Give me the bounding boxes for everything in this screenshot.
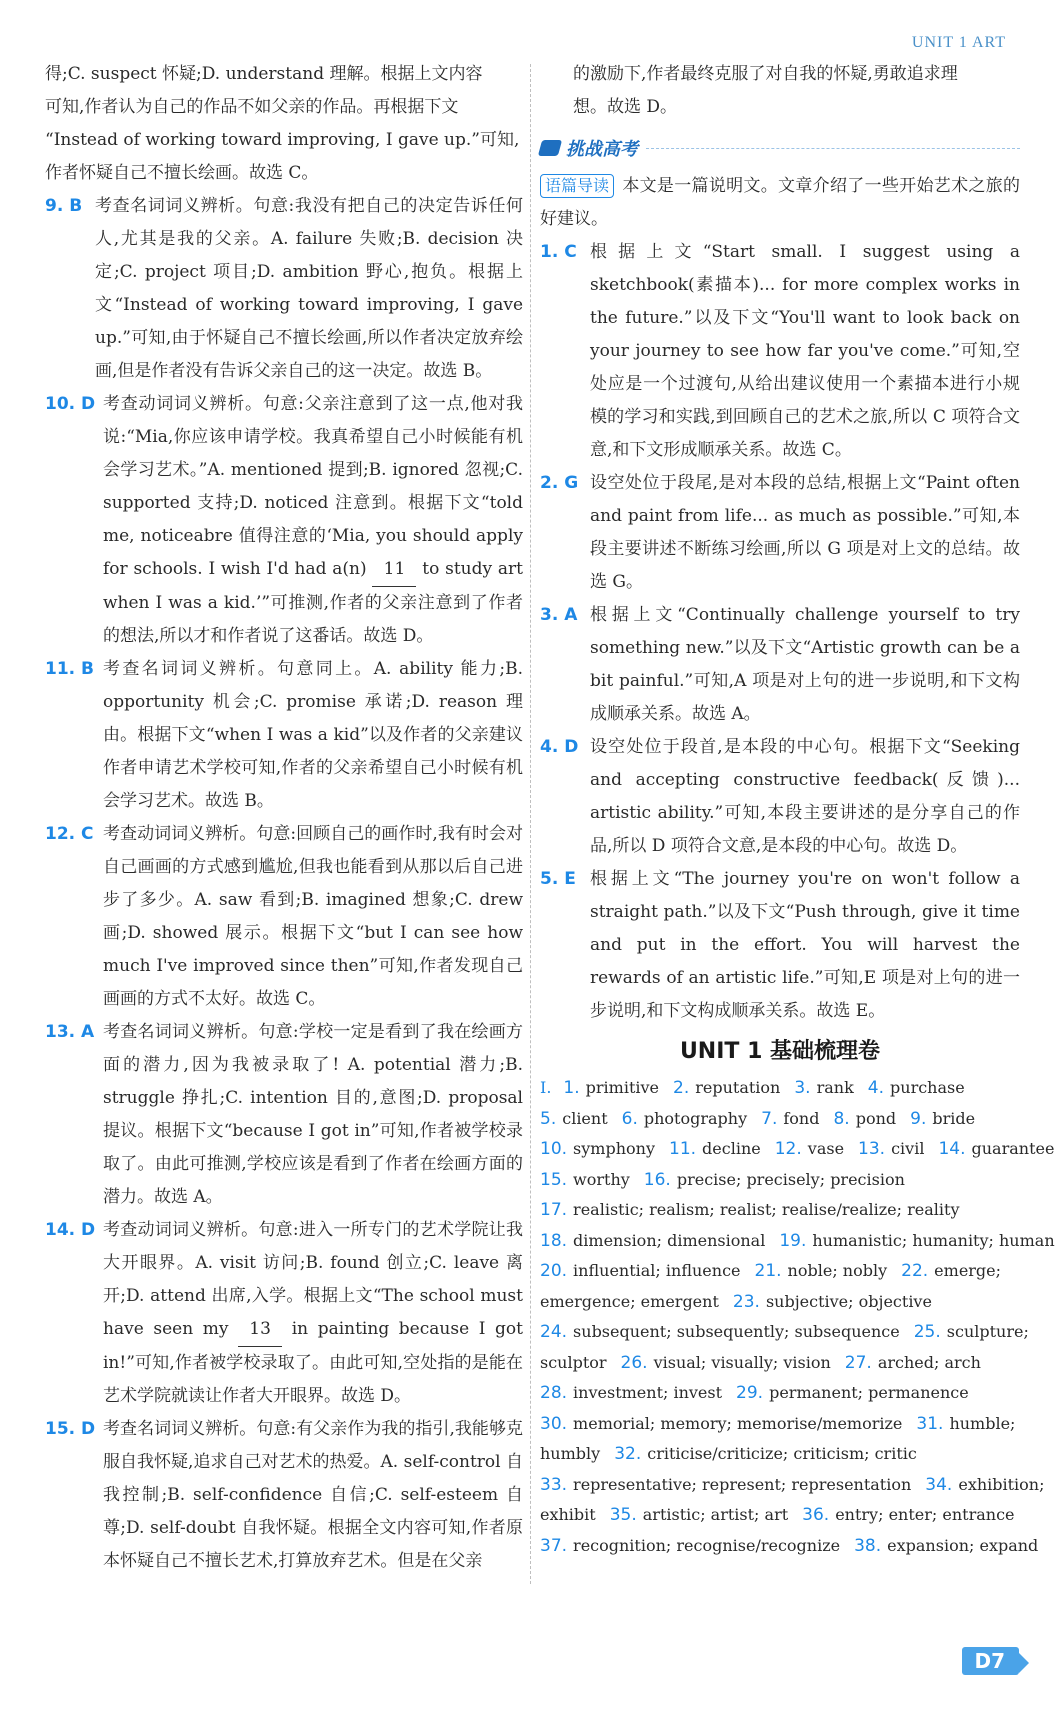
answer-explanation	[103, 388, 523, 653]
section-heading	[540, 134, 1020, 162]
vocab-answer: guarantee	[971, 1139, 1055, 1158]
vocab-line	[540, 1531, 1039, 1562]
vocab-line	[540, 1256, 1020, 1287]
answer-item	[45, 818, 523, 1016]
explanation-part: in painting because I got in!”可知,作者被学校录取了。由此可知,空处指的是能在艺术学院就读让作者大开眼界。故选 D。	[103, 1319, 524, 1406]
vocab-number: 2.	[673, 1078, 690, 1098]
answer-number: 4. D	[540, 737, 579, 757]
vocab-answer: symphony	[573, 1139, 655, 1158]
vocab-number: 21.	[754, 1261, 782, 1281]
vocab-answer: precise; precisely; precision	[676, 1169, 905, 1189]
vocab-number: 10.	[540, 1139, 568, 1159]
vocab-number: 32.	[614, 1444, 642, 1464]
vocab-number: 4.	[867, 1078, 885, 1098]
answer-explanation: 考查动词词义辨析。句意:回顾自己的画作时,我有时会对自己画画的方式感到尴尬,但我也能看到从那以后自己进步了多少。A. saw 看到;B. imagined 想象;C. drew 画;D. showed 展示。根据下文“but I can see how much I've improved since then”可知,作者发现自己画画的方式不太好。故选 C。	[103, 824, 523, 1009]
answer-item	[45, 190, 523, 388]
vocab-answer: primitive	[585, 1078, 659, 1097]
vocab-answer: criticise/criticize; criticism; critic	[647, 1444, 917, 1463]
answer-explanation: 考查名词词义辨析。句意:有父亲作为我的指引,我能够克服自我怀疑,追求自己对艺术的热爱。A. self-control 自我控制;B. self-confidence 自信;C. self-esteem 自尊;D. self-doubt 自我怀疑。根据全文内容可知,作者原本怀疑自己不擅长艺术,打算放弃艺术。但是在父亲	[103, 1419, 523, 1571]
lead-line: 想。故选 D。	[573, 97, 678, 117]
vocab-answer: civil	[891, 1139, 925, 1158]
answer-item	[45, 1016, 523, 1214]
vocab-answer: fond	[783, 1108, 820, 1128]
vocab-line	[540, 1226, 1055, 1257]
vocab-answer: memorial; memory; memorise/memorize	[573, 1413, 903, 1433]
vocab-number: 20.	[540, 1261, 568, 1281]
vocab-answer: recognition; recognise/recognize	[573, 1535, 841, 1555]
answer-number: 1. C	[540, 242, 577, 262]
vocab-number: 27.	[844, 1352, 872, 1373]
vocab-answer: influential; influence	[573, 1261, 741, 1280]
vocab-number: 23.	[732, 1291, 760, 1312]
explanation-part: 考查动词词义辨析。句意:父亲注意到了这一点,他对我说:“Mia,你应该申请学校。我真希望自己小时候能有机会学习艺术。”A. mentioned 提到;B. ignored 忽视;C. supported 支持;D. noticed 注意到。根据下文“told me, noticeabre 值得注意的‘Mia, you should apply for schools. I wish I'd had a(n)	[103, 394, 523, 579]
vocab-number: 36.	[802, 1505, 830, 1525]
answer-explanation	[103, 1214, 523, 1413]
vocab-number: 15.	[540, 1169, 568, 1190]
left-column	[45, 58, 523, 1578]
vocab-number: 14.	[938, 1139, 966, 1159]
answer-explanation: 根据上文“Continually challenge yourself to try something new.”以及下文“Artistic growth can be a bit painful.”可知,A 项是对上句的进一步说明,和下文构成顺承关系。故选 A。	[590, 605, 1020, 724]
vocab-number: 1.	[563, 1078, 580, 1098]
vocab-line	[540, 1500, 1020, 1531]
vocab-line	[540, 1409, 1020, 1440]
page-number: D7	[962, 1647, 1019, 1675]
vocab-number: 5.	[540, 1108, 557, 1129]
vocab-number: 28.	[540, 1383, 568, 1403]
vocab-number: 19.	[779, 1230, 807, 1251]
answer-item	[540, 236, 1020, 467]
answer-number: 12. C	[45, 824, 94, 844]
answer-explanation: 考查名词词义辨析。句意:学校一定是看到了我在绘画方面的潜力,因为我被录取了! A. potential 潜力;B. struggle 挣扎;C. intention 目的,意图;D. proposal 提议。根据下文“because I got in”可知,作者被学校录取了。由此可推测,学校应该是看到了作者在绘画方面的潜力。故选 A。	[103, 1022, 523, 1207]
right-column	[540, 58, 1055, 1561]
vocab-number: 37.	[540, 1535, 568, 1556]
vocab-number: 29.	[736, 1383, 764, 1403]
lead-line: 作者怀疑自己不擅长绘画。故选 C。	[45, 163, 319, 183]
vocab-number: 12.	[774, 1139, 802, 1159]
answer-explanation: 考查名词词义辨析。句意:我没有把自己的决定告诉任何人,尤其是我的父亲。A. failure 失败;B. decision 决定;C. project 项目;D. ambition 野心,抱负。根据上文“Instead of working toward improving, I gave up.”可知,由于怀疑自己不擅长绘画,所以作者决定放弃绘画,但是作者没有告诉父亲自己的这一决定。故选 B。	[95, 196, 523, 381]
vocab-answer: sculpture;	[946, 1322, 1029, 1341]
answer-number: 5. E	[540, 869, 576, 889]
vocab-answer: humble;	[949, 1413, 1016, 1433]
vocab-answer: entry; enter; entrance	[835, 1505, 1015, 1524]
vocab-line	[540, 1439, 1020, 1470]
vocab-answer: arched; arch	[877, 1352, 981, 1372]
vocab-answer: rank	[816, 1078, 854, 1097]
answer-number: 11. B	[45, 659, 94, 679]
column-divider	[530, 64, 531, 1584]
lead-line: “Instead of working toward improving, I gave up.”可知,	[45, 130, 520, 150]
vocab-number: 22.	[901, 1261, 929, 1281]
answer-item	[540, 467, 1020, 599]
vocab-answer: emergence; emergent	[540, 1291, 719, 1311]
answer-item	[45, 653, 523, 818]
lead-line: 的激励下,作者最终克服了对自我的怀疑,勇敢追求理	[573, 64, 958, 84]
vocab-line	[540, 1104, 1020, 1135]
answer-number: 9. B	[45, 196, 83, 216]
answer-number: 3. A	[540, 605, 578, 625]
book-icon	[538, 140, 562, 156]
vocab-answer: noble; nobly	[787, 1261, 888, 1280]
vocab-number: 3.	[794, 1078, 811, 1098]
answer-item	[45, 1214, 523, 1413]
reading-guide	[540, 170, 1020, 236]
vocab-number: 38.	[854, 1535, 882, 1556]
answer-item	[540, 863, 1020, 1028]
vocab-number: 11.	[669, 1139, 697, 1159]
unit-title: UNIT 1 基础梳理卷	[679, 1039, 881, 1064]
answer-explanation: 根据上文“Start small. I suggest using a sketchbook(素描本)... for more complex works in the future.”以及下文“You'll want to look back on your journey to see how far you've come.”可知,空处应是一个过渡句,从给出建议使用一个素描本进行小规模的学习和实践,到回顾自己的艺术之旅,所以 C 项符合文意,和下文形成顺承关系。故选 C。	[590, 242, 1020, 460]
explanation-part: to study art when I was a kid.’”可推测,作者的父亲注意到了作者的想法,所以才和作者说了这番话。故选 D。	[103, 559, 524, 646]
vocab-answer: expansion; expand	[887, 1535, 1039, 1555]
vocab-line	[540, 1073, 1020, 1104]
vocab-answer: photography	[643, 1108, 748, 1128]
vocab-answer: bride	[932, 1108, 976, 1128]
vocab-answer: exhibit	[540, 1505, 596, 1524]
vocab-line	[540, 1195, 1020, 1226]
continued-answer	[540, 58, 1020, 124]
answer-item	[540, 731, 1020, 863]
vocab-number: 8.	[833, 1108, 850, 1129]
vocab-number: 30.	[540, 1413, 568, 1434]
vocab-answer: pond	[855, 1108, 897, 1128]
vocab-number: 25.	[913, 1322, 941, 1342]
lead-line: 可知,作者认为自己的作品不如父亲的作品。再根据下文	[45, 97, 459, 117]
answer-number: 14. D	[45, 1220, 96, 1240]
answer-number: 13. A	[45, 1022, 95, 1042]
answer-explanation: 根据上文“The journey you're on won't follow a straight path.”以及下文“Push through, give it time and put in the effort. You will harvest the rewards of an artistic life.”可知,E 项是对上句的进一步说明,和下文构成顺承关系。故选 E。	[590, 869, 1020, 1021]
section-title: 挑战高考	[566, 139, 638, 160]
vocab-answer: humanistic; humanity; human	[812, 1230, 1055, 1250]
section-roman-numeral: Ⅰ.	[540, 1078, 552, 1097]
explanation-part: 考查动词词义辨析。句意:进入一所专门的艺术学院让我大开眼界。A. visit 访问;B. found 创立;C. leave 离开;D. attend 出席,入学。根据上文“The school must have seen my	[103, 1220, 523, 1339]
vocab-answer: purchase	[890, 1078, 965, 1097]
vocab-answer: investment; invest	[573, 1383, 723, 1402]
vocab-answer: client	[562, 1108, 608, 1128]
continued-answer	[45, 58, 523, 190]
vocab-line	[540, 1348, 1020, 1379]
vocab-number: 7.	[761, 1108, 778, 1129]
vocab-answer: reputation	[695, 1078, 781, 1097]
vocab-number: 33.	[540, 1474, 568, 1495]
guide-text: 本文是一篇说明文。文章介绍了一些开始艺术之旅的好建议。	[540, 176, 1020, 229]
blank-number: 11	[372, 553, 416, 587]
vocab-line	[540, 1134, 1055, 1165]
vocab-answer: subsequent; subsequently; subsequence	[573, 1322, 900, 1341]
vocab-number: 24.	[540, 1322, 568, 1342]
vocab-number: 26.	[620, 1352, 648, 1373]
vocab-answer: humbly	[540, 1444, 601, 1463]
vocab-answer: representative; represent; representation	[573, 1474, 912, 1494]
answer-explanation: 考查名词词义辨析。句意同上。A. ability 能力;B. opportunity 机会;C. promise 承诺;D. reason 理由。根据下文“when I was a kid”以及作者的父亲建议作者申请艺术学校可知,作者的父亲希望自己小时候有机会学习艺术。故选 B。	[103, 659, 523, 811]
vocab-answer: realistic; realism; realist; realise/realize; reality	[573, 1200, 960, 1219]
vocab-answer: emerge;	[934, 1261, 1002, 1280]
vocab-number: 16.	[643, 1169, 671, 1190]
vocab-line	[540, 1287, 1020, 1318]
vocab-number: 18.	[540, 1230, 568, 1251]
answer-explanation: 设空处位于段尾,是对本段的总结,根据上文“Paint often and paint from life... as much as possible.”可知,本段主要讲述不断练习绘画,所以 G 项是对上文的总结。故选 G。	[590, 473, 1020, 592]
vocab-number: 17.	[540, 1200, 568, 1220]
answer-explanation: 设空处位于段首,是本段的中心句。根据下文“Seeking and accepting constructive feedback(反馈)... artistic ability.”可知,本段主要讲述的是分享自己的作品,所以 D 项符合文意,是本段的中心句。故选 D。	[590, 737, 1020, 856]
answer-item	[45, 388, 523, 653]
vocab-answer: worthy	[573, 1169, 630, 1189]
answer-number: 10. D	[45, 394, 96, 414]
vocab-line	[540, 1470, 1045, 1501]
vocab-answer: dimension; dimensional	[573, 1230, 766, 1250]
running-header: UNIT 1 ART	[911, 34, 1006, 51]
guide-tag: 语篇导读	[540, 174, 614, 198]
vocab-line	[540, 1378, 1020, 1409]
vocab-answer: sculptor	[540, 1352, 607, 1372]
vocab-answers	[540, 1073, 1055, 1561]
vocab-answer: visual; visually; vision	[653, 1352, 831, 1372]
answer-item	[45, 1413, 523, 1578]
vocab-line	[540, 1317, 1029, 1348]
vocab-answer: subjective; objective	[765, 1291, 932, 1311]
vocab-answer: decline	[702, 1139, 761, 1158]
vocab-answer: exhibition;	[958, 1474, 1045, 1494]
vocab-number: 31.	[916, 1413, 944, 1434]
vocab-answer: artistic; artist; art	[642, 1505, 789, 1524]
answer-number: 2. G	[540, 473, 579, 493]
vocab-answer: permanent; permanence	[769, 1383, 969, 1402]
blank-number: 13	[238, 1313, 282, 1347]
vocab-number: 34.	[925, 1474, 953, 1495]
vocab-number: 6.	[621, 1108, 638, 1129]
vocab-number: 13.	[858, 1139, 886, 1159]
heading-rule	[646, 148, 1020, 149]
answer-number: 15. D	[45, 1419, 96, 1439]
vocab-line	[540, 1165, 1020, 1196]
answer-item	[540, 599, 1020, 731]
lead-line: 得;C. suspect 怀疑;D. understand 理解。根据上文内容	[45, 64, 483, 84]
vocab-number: 9.	[910, 1108, 927, 1129]
vocab-number: 35.	[609, 1505, 637, 1525]
vocab-answer: vase	[807, 1139, 845, 1158]
